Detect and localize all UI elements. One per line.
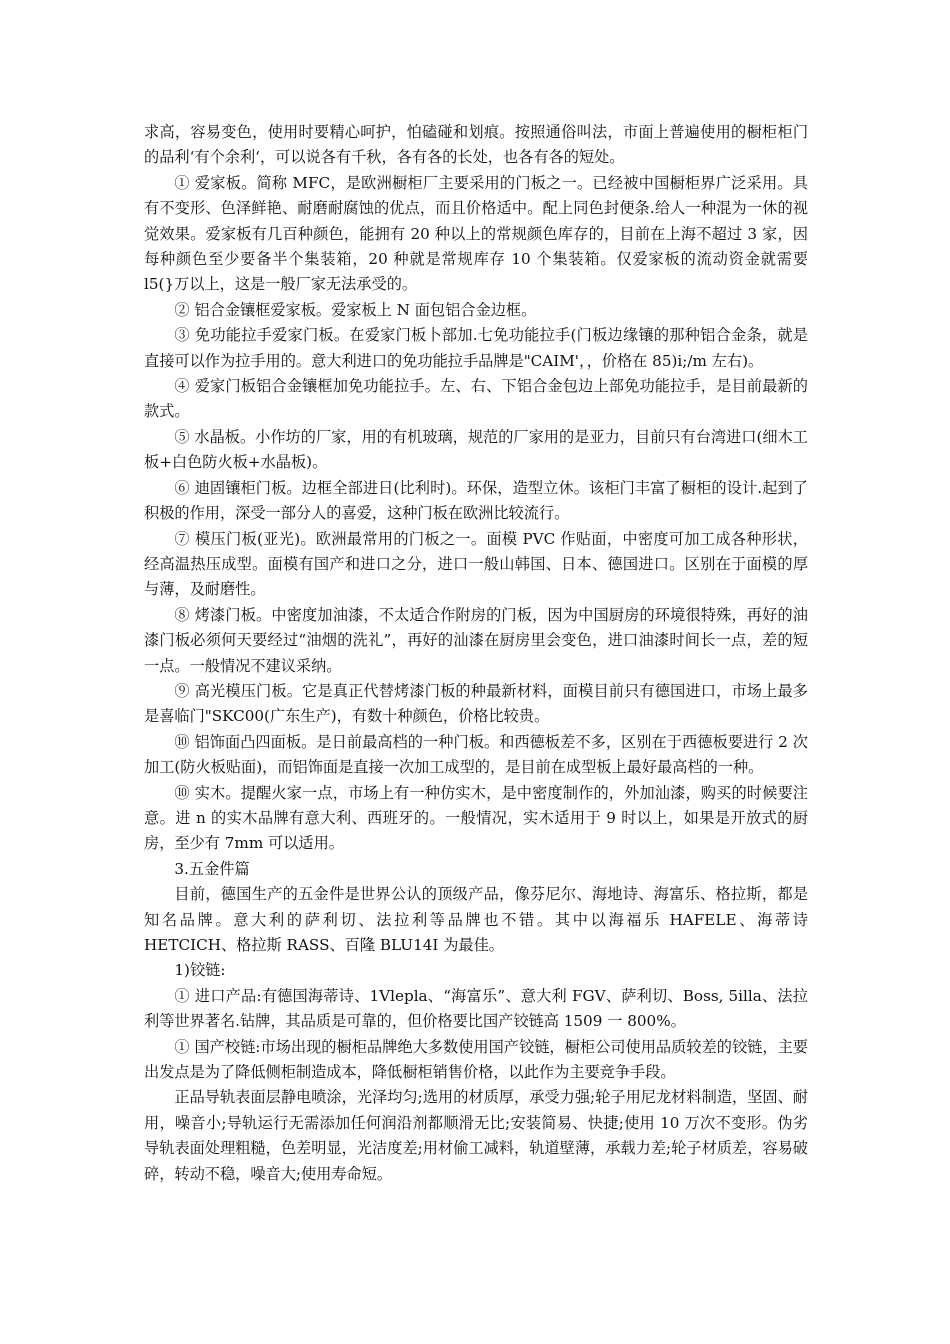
document-body [144,120,808,1187]
paragraph-hardware-intro: 目前，德国生产的五金件是世界公认的顶级产品，像芬尼尔、海地诗、海富乐、格拉斯，都是知名品牌。意大利的萨利切、法拉利等品牌也不错。其中以海福乐 HAFELE、海蒂诗 HETCICH、格拉斯 RASS、百隆 BLU14I 为最佳。 [144,885,808,954]
paragraph-item-6-digu: ⑥ 迪固镶柜门板。边框全部进日(比利时)。环保，造型立休。该柜门丰富了橱柜的设计.起到了积极的作用，深受一部分人的喜爱，这种门板在欧洲比较流行。 [144,478,808,523]
paragraph-imported-hinges: ① 进口产品:有德国海蒂诗、1Vlepla、“海富乐”、意大利 FGV、萨利切、Boss, 5illa、法拉利等世界著名.钻牌，其品质是可靠的，但价格要比国产铰链高 1509 一 800%。 [144,986,808,1031]
paragraph-intro: 求高，容易变色，使用时要精心呵护，怕磕碰和划痕。按照通俗叫法，市面上普遍使用的橱柜柜门的品利‘有个余利‘，可以说各有千秋，各有各的长处，也各有各的短处。 [144,123,808,167]
paragraph-item-1-mfc: ① 爱家板。简称 MFC，是欧洲橱柜厂主要采用的门板之一。已经被中国橱柜界广泛采用。具有不变形、色泽鲜艳、耐磨耐腐蚀的优点，而且价格适中。配上同色封便条.给人一种混为一休的视觉效果。爱家板有几百种颜色，能拥有 20 种以上的常规颜色库存的，目前在上海不超过 3 家，因每种颜色至少要备半个集装箱，20 种就是常规库存 10 个集装箱。仅爱家板的流动资金就需要 l5(}万以上，这是一般厂家无法承受的。 [144,173,808,294]
paragraph-item-5-crystal: ⑤ 水晶板。小作坊的厂家，用的有机玻璃，规范的厂家用的是亚力，目前只有台湾进口(细木工板+白色防火板+水晶板)。 [144,427,808,472]
section-heading-hardware: 3.五金件篇 [174,859,250,878]
paragraph-rails: 正品导轨表面层静电喷涂，光泽均匀;选用的材质厚，承受力强;轮子用尼龙材料制造，坚固、耐用，噪音小;导轨运行无需添加任何润沿剂都顺滑无比;安装简易、快捷;使用 10 万次不变形。伪劣导轨表面处理粗糙，色差明显，光洁度差;用材偷工减料，轨道壁薄，承载力差;轮子材质差，容易破碎，转动不稳，噪音大;使用寿命短。 [144,1088,808,1183]
paragraph-item-8-lacquer: ⑧ 烤漆门板。中密度加油漆，不太适合作附房的门板，因为中国厨房的环境很特殊，再好的油漆门板必须何天要经过“油烟的洗礼”，再好的汕漆在厨房里会变色，进口油漆时间长一点，差的短一点。一般情况不建议采纳。 [144,605,808,675]
paragraph-item-7-molded: ⑦ 模压门板(亚光)。欧洲最常用的门板之一。面模 PVC 作贴面，中密度可加工成各种形状，经高温热压成型。面模有国产和进口之分，进口一般山韩国、日本、德国进口。区别在于面模的厚与薄，及耐磨性。 [144,529,808,599]
paragraph-item-11-solid-wood: ⑩ 实木。提醒火家一点，市场上有一种仿实木，是中密度制作的，外加汕漆，购买的时候要注意。进 n 的实木品牌有意大利、西班牙的。一般情况，实木适用于 9 时以上，如果是开放式的厨房，至少有 7mm 可以适用。 [144,783,808,853]
paragraph-item-2-aluminum-frame: ② 铝合金镶框爱家板。爱家板上 N 面包铝合金边框。 [174,300,537,319]
paragraph-domestic-hinges: ① 国产校链:市场出现的橱柜品牌绝大多数使用国产铰链，橱柜公司使用品质较差的铰链，主要出发点是为了降低侧柜制造成本，降低橱柜销售价格，以此作为主要竞争手段。 [144,1037,808,1082]
paragraph-item-9-high-gloss: ⑨ 高光模压门板。它是真正代替烤漆门板的种最新材料，面模目前只有德国进口，市场上最多是喜临门"SKC00(广东生产)，有数十种颜色，价格比较贵。 [144,681,808,726]
paragraph-item-3-handle-free: ③ 免功能拉手爱家门板。在爱家门板卜部加.七免功能拉手(门板边缘镶的那种铝合金条，就是直接可以作为拉手用的。意大利进口的免功能拉手品牌是"CAIM'，，价格在 85)i;/m 左右)。 [144,326,808,370]
paragraph-item-10-aluminum-panel: ⑩ 铝饰面凸四面板。是日前最高档的一种门板。和西德板差不多，区别在于西德板要进行 2 次加工(防火板贴面)，而铝饰面是直接一次加工成型的，是目前在成型板上最好最高档的一种。 [144,732,808,777]
subheading-hinges: 1)铰链: [174,961,226,980]
paragraph-item-4-frame-handle: ④ 爱家门板铝合金镶框加免功能拉手。左、右、下铝合金包边上部免功能拉手，是目前最新的款式。 [144,377,808,421]
